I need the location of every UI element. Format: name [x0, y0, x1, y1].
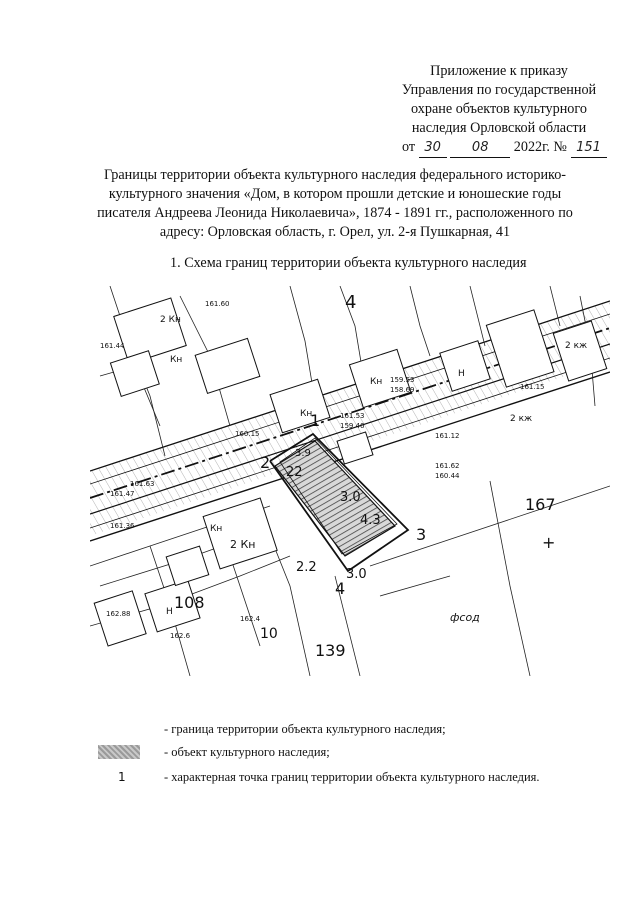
point-label-1: 1: [310, 411, 321, 430]
elevation-2: 161.44: [100, 342, 125, 350]
plot-number-4: 10: [260, 626, 278, 642]
dimension-1: 22: [286, 465, 303, 480]
point-label-4: 4: [335, 579, 346, 598]
document-title: [70, 166, 600, 242]
point-label-3: 3: [416, 525, 427, 544]
boundary-scheme-map: [90, 286, 610, 676]
dimension-6: 3.0: [346, 567, 367, 582]
elevation-12: 161.15: [520, 383, 545, 391]
elevation-8: 160.44: [435, 472, 460, 480]
title-line-4: адресу: Орловская область, г. Орел, ул. 2-я Пушкарная, 41: [159, 224, 511, 240]
legend-boundary-symbol: [90, 720, 160, 738]
building-zh-3: Н: [458, 369, 465, 379]
dimension-4: 3.9: [295, 448, 311, 459]
building-zh-1: 2 кж: [510, 414, 533, 424]
order-number: 151: [571, 138, 607, 158]
dimension-5: 2.2: [296, 560, 317, 575]
order-from-label: от: [402, 139, 416, 155]
plot-number-2: 139: [315, 641, 346, 660]
legend-boundary-text: - граница территории объекта культурного наследия;: [164, 722, 446, 736]
elevation-15: 161.47: [110, 490, 135, 498]
elevation-6: 161.12: [435, 432, 460, 440]
road-marker: 4: [345, 292, 357, 313]
elevation-14: 158.69: [390, 386, 415, 394]
elevation-10: 162.6: [170, 632, 191, 640]
header-line-3: охране объектов культурного: [411, 101, 587, 117]
elevation-11: 162.4: [240, 615, 261, 623]
plot-number-3: 108: [174, 593, 205, 612]
cross-mark: +: [542, 533, 556, 552]
legend-object-swatch: [98, 745, 140, 759]
building-kn-3: 2 Кн: [160, 315, 181, 325]
legend-point-row: [90, 768, 610, 790]
fsod-label: фсод: [450, 611, 480, 624]
title-line-1: Границы территории объекта культурного наследия федерального историко-: [103, 167, 567, 183]
elevation-1: 161.60: [205, 300, 230, 308]
title-line-3: писателя Андреева Леонида Николаевича», 1874 - 1891 гг., расположенного по: [97, 205, 573, 221]
order-year-label: 2022г. №: [513, 139, 567, 155]
order-date-line: [380, 138, 618, 158]
building-kn-2: Кн: [300, 409, 313, 419]
order-header: [380, 62, 618, 158]
plot-number-1: 167: [525, 495, 556, 514]
elevation-3: 161.53: [340, 412, 365, 420]
legend-point-text: - характерная точка границ территории объекта культурного наследия.: [164, 770, 540, 784]
building-kn-4: Кн: [370, 377, 383, 387]
legend-object-symbol: [90, 743, 160, 761]
header-line-4: наследия Орловской области: [411, 120, 587, 136]
elevation-16: 161.63: [130, 480, 155, 488]
legend-point-number: 1: [118, 770, 126, 784]
heritage-object: [275, 438, 397, 556]
building-kn-5: 2 Кн: [230, 538, 256, 551]
legend-boundary-row: [90, 720, 610, 742]
elevation-4: 159.46: [340, 422, 365, 430]
title-line-2: культурного значения «Дом, в котором прошли детские и юношеские годы: [108, 186, 562, 202]
elevation-13: 159.53: [390, 376, 415, 384]
header-line-1: Приложение к приказу: [430, 63, 568, 79]
order-day: 30: [419, 138, 447, 158]
elevation-17: 161.36: [110, 522, 135, 530]
building-kn-1: Кн: [170, 355, 183, 365]
elevation-9: 162.88: [106, 610, 131, 618]
scheme-subtitle: 1. Схема границ территории объекта культурного наследия: [170, 255, 527, 271]
dimension-2: 3.0: [340, 490, 361, 505]
header-line-2: Управления по государственной: [401, 82, 597, 98]
building-zh-4: Н: [166, 607, 173, 617]
dimension-3: 4.3: [360, 513, 381, 528]
elevation-5: 160.15: [235, 430, 260, 438]
legend-object-text: - объект культурного наследия;: [164, 745, 330, 759]
elevation-7: 161.62: [435, 462, 460, 470]
legend-point-symbol: [90, 768, 160, 786]
order-month: 08: [450, 138, 510, 158]
building-kn-6: Кн: [210, 524, 223, 534]
building-zh-2: 2 кж: [565, 341, 588, 351]
point-label-2: 2: [260, 453, 271, 472]
legend-object-row: [90, 743, 610, 765]
